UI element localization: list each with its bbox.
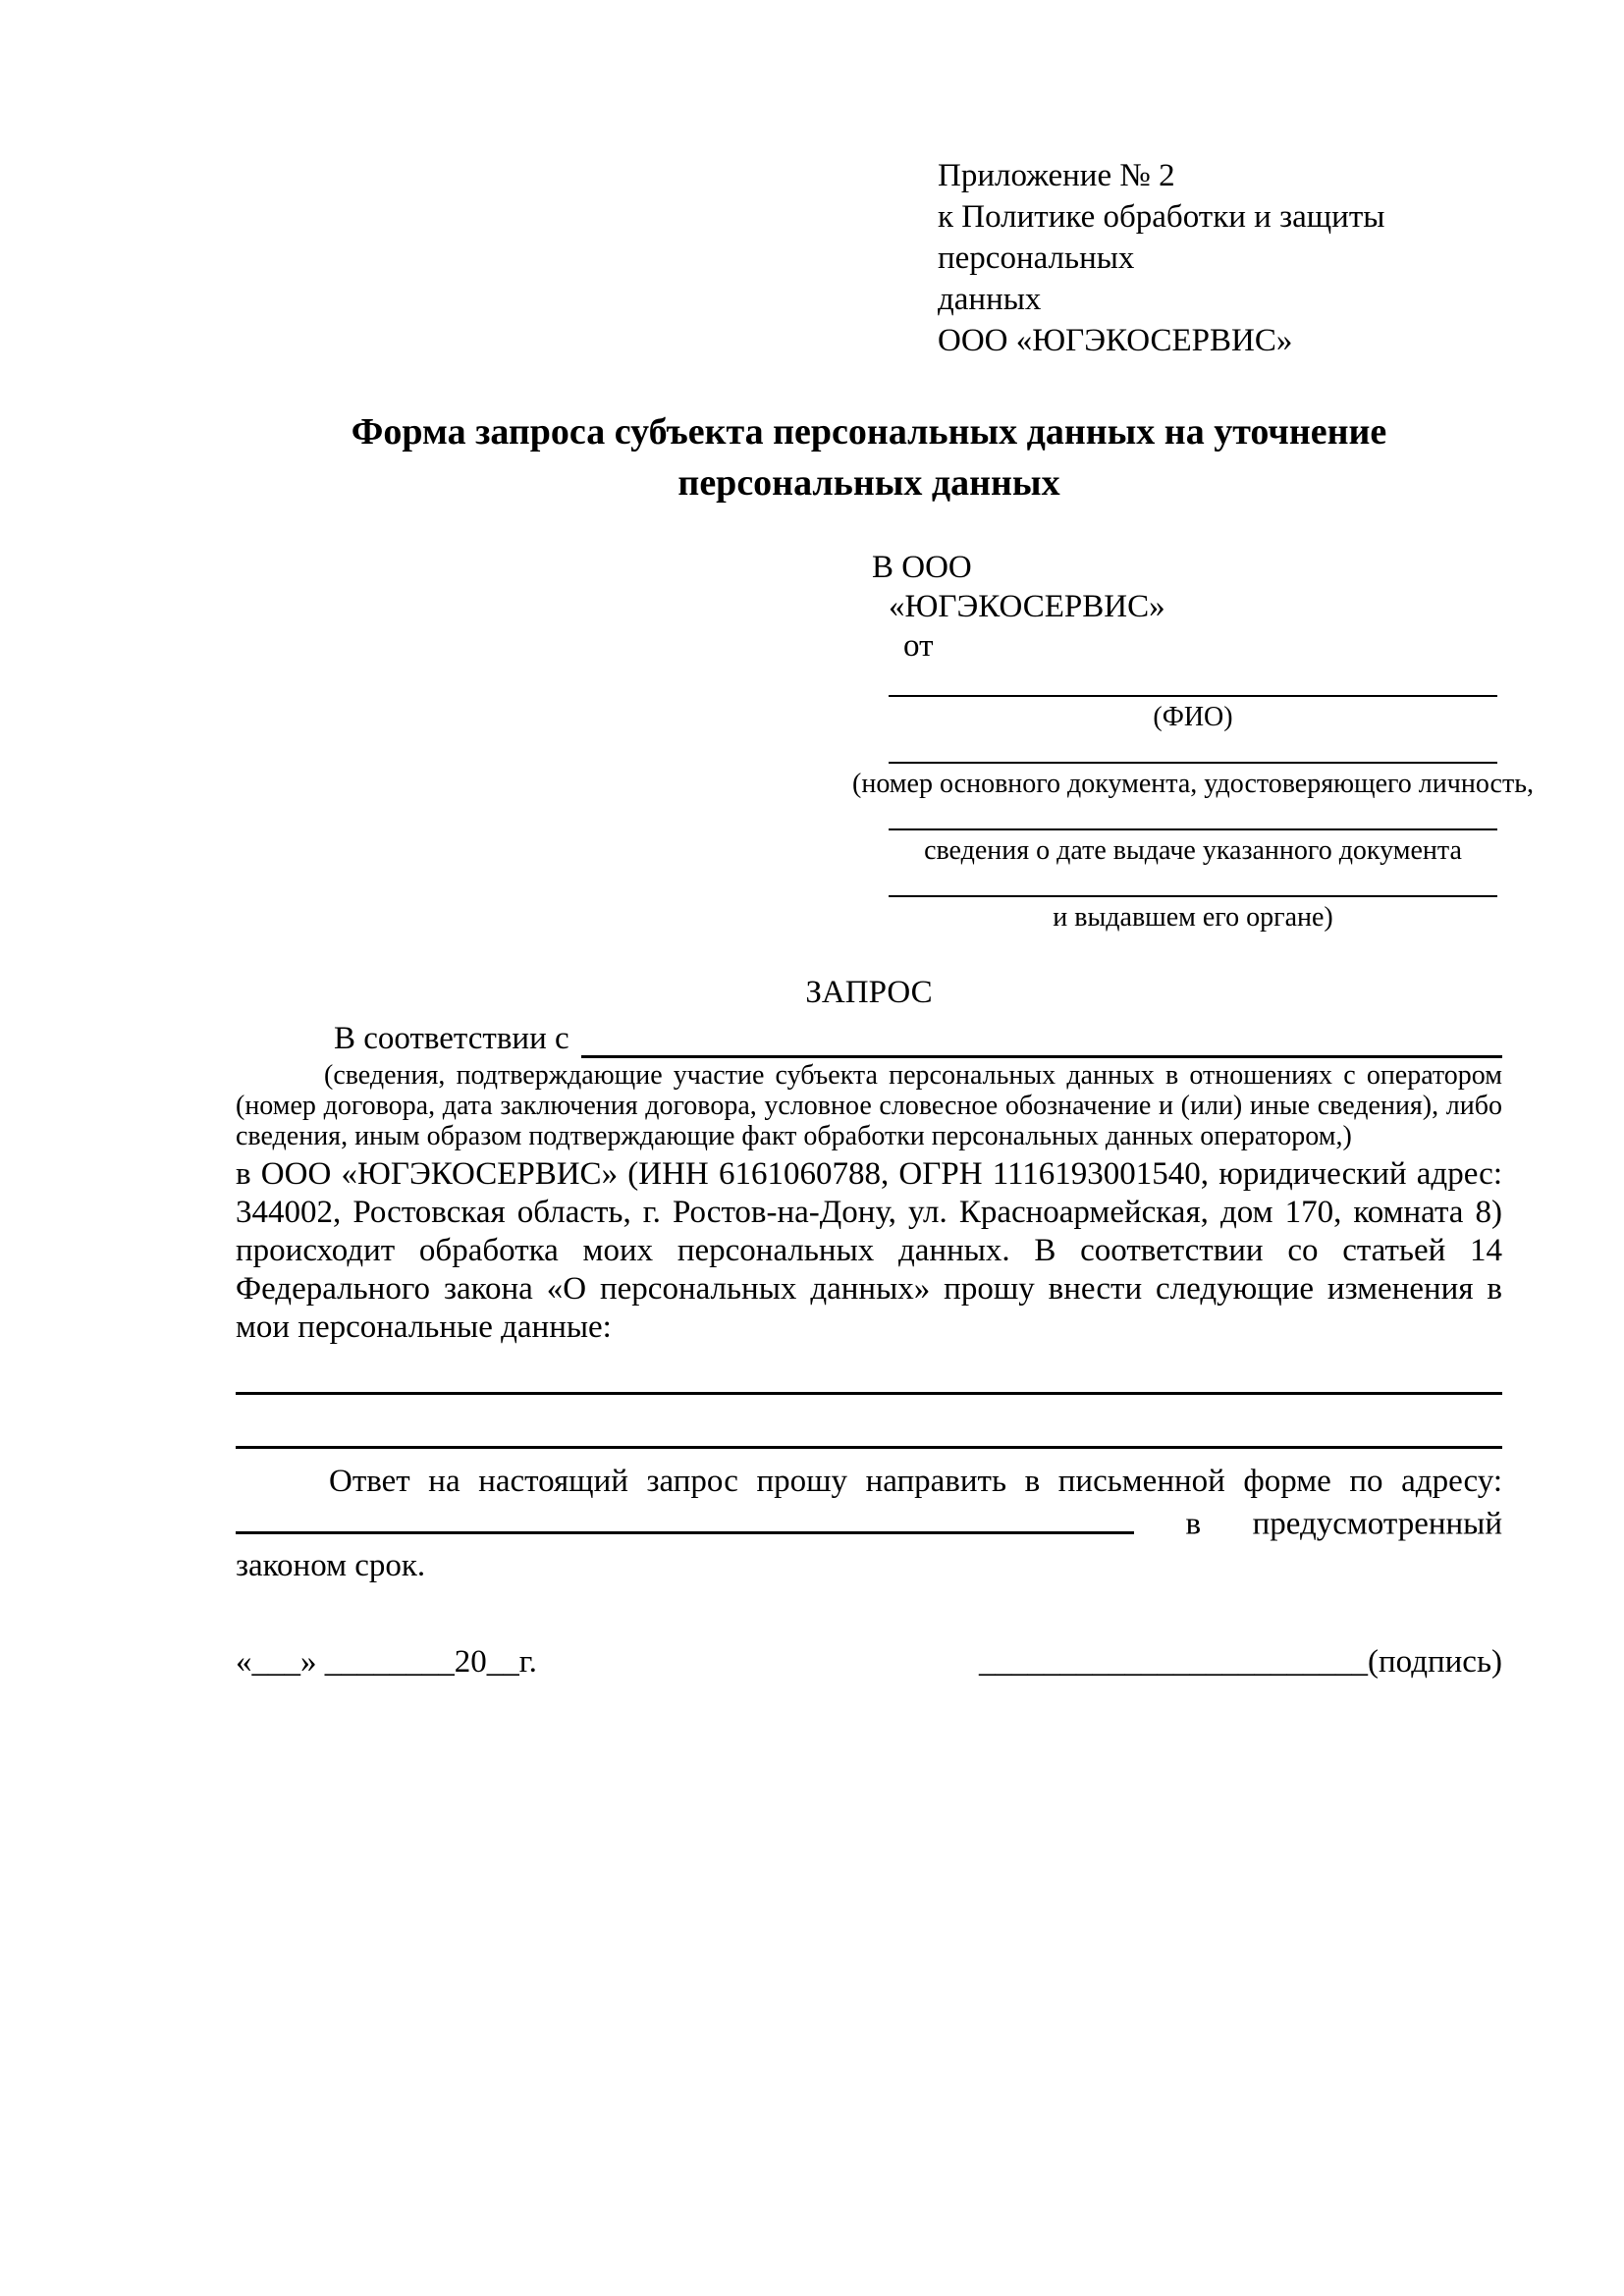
answer-text-after: в предусмотренный законом срок. [236, 1506, 1502, 1583]
fill-in-line [889, 895, 1497, 897]
accordance-row [236, 1020, 1502, 1058]
addressee-block [852, 548, 1534, 933]
fill-in-line [236, 1392, 1502, 1395]
field-caption: (ФИО) [1153, 702, 1233, 732]
date-blank: «___» ________20__г. [236, 1643, 537, 1680]
body-paragraph: в ООО «ЮГЭКОСЕРВИС» (ИНН 6161060788, ОГРН 1116193001540, юридический адрес: 344002, Ростовская область, г. Ростов-на-Дону, ул. Красноармейская, дом 170, комната 8) происходит обработка моих персональных данных. В соответствии со статьей 14 Федерального закона «О персональных данных» прошу внести следующие изменения в мои персональные данные: [236, 1156, 1502, 1345]
date-signature-row [236, 1643, 1502, 1682]
annex-header-line: данных [938, 282, 1042, 317]
fill-in-line [889, 762, 1497, 764]
fill-in-line [236, 1446, 1502, 1449]
annex-header-line: к Политике обработки и защиты персональных [938, 199, 1385, 276]
signature-caption: (подпись) [1368, 1643, 1502, 1680]
issue-date-field [889, 828, 1497, 866]
answer-paragraph [236, 1461, 1502, 1586]
addressee-line: В ООО [872, 550, 972, 585]
fine-print-note: (сведения, подтверждающие участие субъекта персональных данных в отношениях с оператором (номер договора, дата заключения договора, условное словесное обозначение и (или) иные сведения), либо сведения, иным образом подтверждающие факт обработки персональных данных оператором,) [236, 1060, 1502, 1151]
field-caption: сведения о дате выдаче указанного документа [924, 835, 1462, 866]
fio-field [889, 695, 1497, 732]
issuing-authority-field [889, 895, 1497, 933]
field-caption: и выдавшем его органе) [1053, 902, 1333, 933]
document-number-field [852, 762, 1534, 799]
annex-header [938, 155, 1502, 361]
annex-header-line: ООО «ЮГЭКОСЕРВИС» [938, 323, 1293, 358]
signature-line: ________________________ [979, 1643, 1368, 1680]
signature-block [979, 1643, 1502, 1682]
addressee-line: от [903, 628, 934, 664]
addressee-line: «ЮГЭКОСЕРВИС» [889, 589, 1165, 624]
answer-text-before: Ответ на настоящий запрос прошу направить в письменной форме по адресу: [329, 1464, 1502, 1499]
fill-in-line [889, 695, 1497, 697]
page-title: Форма запроса субъекта персональных данных на уточнение персональных данных [351, 411, 1387, 504]
fill-in-line [581, 1020, 1502, 1058]
address-fill-line [236, 1502, 1134, 1534]
request-heading: ЗАПРОС [805, 975, 933, 1010]
fill-in-line [889, 828, 1497, 830]
annex-header-line: Приложение № 2 [938, 158, 1175, 193]
field-caption: (номер основного документа, удостоверяющего личность, [852, 769, 1534, 799]
accordance-prefix: В соответствии с [334, 1021, 569, 1056]
